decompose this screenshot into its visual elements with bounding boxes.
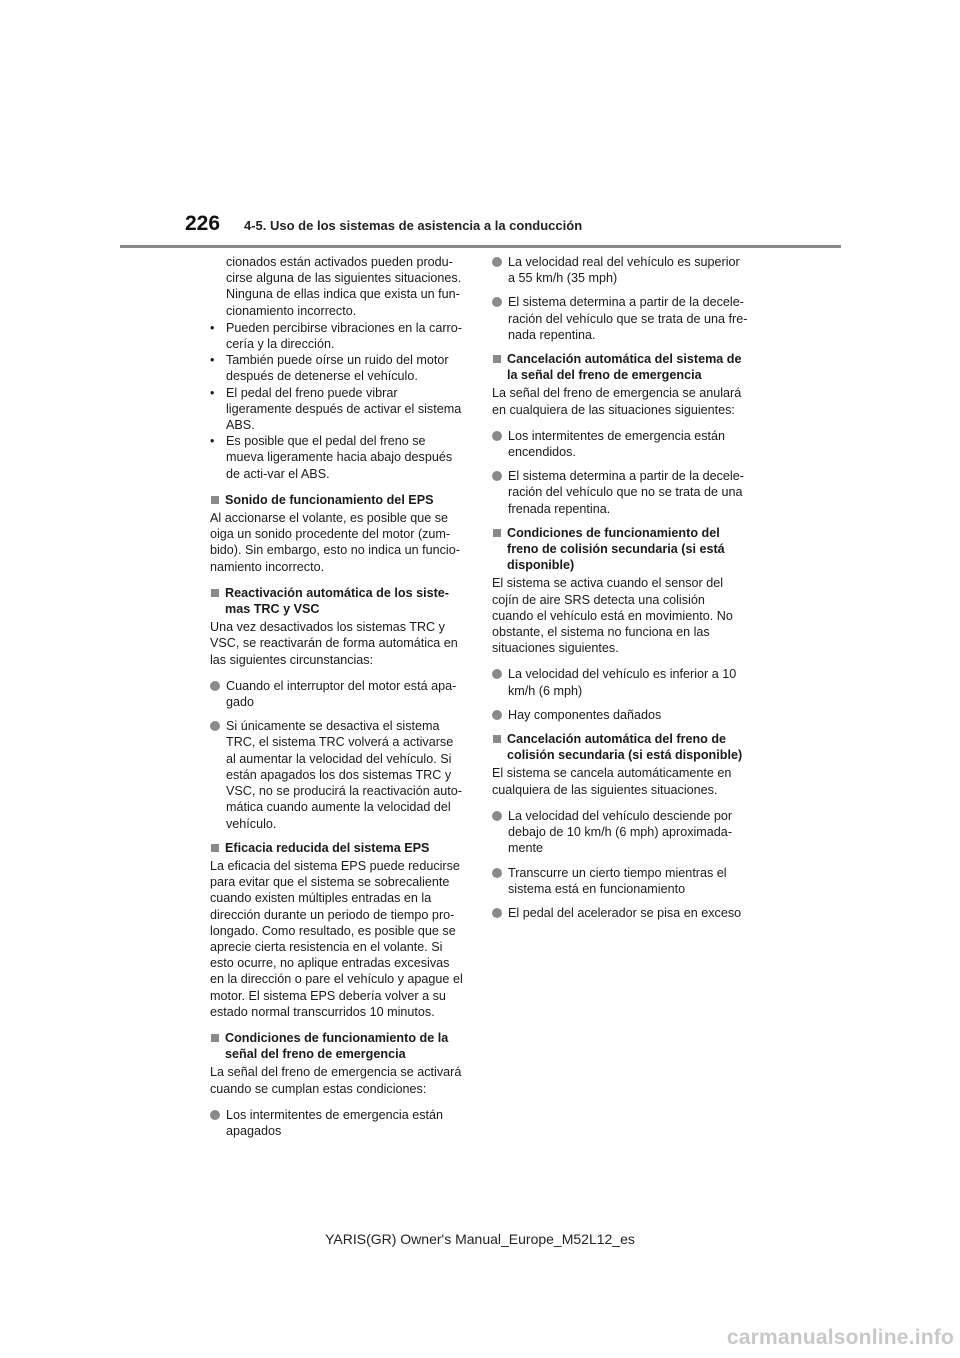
reactivation-heading [210,585,466,617]
list-item [492,294,748,343]
circle-bullet-icon [210,721,220,731]
page-number: 226 [185,212,221,235]
heading-text: Eficacia reducida del sistema EPS [225,840,430,855]
dash-bullet-icon: • [210,385,215,400]
footer-manual-id: YARIS(GR) Owner's Manual_Europe_M52L12_es [325,1231,635,1247]
eps-sound-heading [210,492,466,508]
heading-text: Cancelación automática del freno de colisión secundaria (si está disponible) [507,732,743,763]
emergency-conditions-body: La señal del freno de emergencia se activará cuando se cumplan estas condiciones: [210,1065,462,1096]
list-item [210,1107,466,1139]
left-column [210,254,466,1147]
dash-bullet-icon: • [210,434,215,449]
circle-bullet-icon [210,681,220,691]
list-item [210,718,466,831]
dash-item [210,352,466,384]
circle-bullet-icon [492,710,502,720]
list-item-text: La velocidad real del vehículo es superior a 55 km/h (35 mph) [508,255,740,286]
circle-bullet-icon [492,257,502,267]
list-item [492,468,748,517]
list-item [492,666,748,698]
reactivation-body: Una vez desactivados los sistemas TRC y VSC, se reactivarán de forma automática en las siguientes circunstancias: [210,620,458,667]
emergency-cancel-body: La señal del freno de emergencia se anulará en cualquiera de las situaciones siguientes: [492,386,742,417]
circle-bullet-icon [492,908,502,918]
watermark: carmanualsonline.info [726,1326,954,1349]
emergency-conditions-heading [210,1030,466,1062]
list-item [492,428,748,460]
eps-sound-body: Al accionarse el volante, es posible que se oiga un sonido procedente del motor (zum-bido). Sin embargo, esto no indica un funcio-namiento incorrecto. [210,511,460,574]
square-bullet-icon [211,589,219,597]
dash-item-text: Pueden percibirse vibraciones en la carro-cería y la dirección. [226,320,462,352]
secondary-cancel-heading [492,731,748,763]
list-item [492,865,748,897]
circle-bullet-icon [492,811,502,821]
dash-bullet-icon: • [210,353,215,368]
circle-bullet-icon [210,1110,220,1120]
list-item-text: La velocidad del vehículo desciende por debajo de 10 km/h (6 mph) aproximada-mente [508,808,733,856]
list-item [492,254,748,286]
dash-item-text: También puede oírse un ruido del motor después de detenerse el vehículo. [226,353,449,384]
circle-bullet-icon [492,868,502,878]
circle-bullet-icon [492,471,502,481]
list-item [492,808,748,857]
circle-bullet-icon [492,297,502,307]
eps-efficacy-heading [210,840,466,856]
heading-text: Sonido de funcionamiento del EPS [225,492,434,507]
dash-item [210,320,466,352]
intro-paragraph: cionados están activados pueden produ-cirse alguna de las siguientes situaciones. Ninguna de ellas indica que exista un fun-cionamiento incorrecto. [226,255,462,318]
dash-item-text: El pedal del freno puede vibrar ligeramente después de activar el sistema ABS. [226,385,462,433]
square-bullet-icon [493,529,501,537]
list-item [492,905,748,921]
list-item-text: Los intermitentes de emergencia están apagados [226,1107,444,1138]
list-item [492,707,748,723]
section-title: 4-5. Uso de los sistemas de asistencia a la conducción [244,218,583,233]
dash-item [210,433,466,482]
list-item-text: Transcurre un cierto tiempo mientras el sistema está en funcionamiento [508,865,727,896]
heading-text: Condiciones de funcionamiento del freno de colisión secundaria (si está disponible) [507,525,725,573]
heading-text: Condiciones de funcionamiento de la señal del freno de emergencia [225,1030,449,1062]
header-divider [120,245,841,248]
secondary-conditions-heading [492,525,748,574]
square-bullet-icon [211,496,219,504]
square-bullet-icon [211,844,219,852]
list-item-text: Si únicamente se desactiva el sistema TRC, el sistema TRC volverá a activarse al aumentar la velocidad del vehículo. Si están apagados los dos sistemas TRC y VSC, no se producirá la reactivación auto-mática cuando aumente la velocidad del vehículo. [226,719,462,831]
emergency-cancel-heading [492,351,748,383]
square-bullet-icon [493,355,501,363]
list-item [210,678,466,710]
list-item-text: El sistema determina a partir de la decele-ración del vehículo que se trata de una fre-nada repentina. [508,295,748,342]
list-item-text: Hay componentes dañados [508,707,662,722]
square-bullet-icon [211,1034,219,1042]
right-column [492,254,748,929]
list-item-text: El pedal del acelerador se pisa en exceso [508,905,742,920]
list-item-text: El sistema determina a partir de la decele-ración del vehículo que no se trata de una frenada repentina. [508,469,744,516]
dash-bullet-icon: • [210,320,215,335]
list-item-text: Los intermitentes de emergencia están encendidos. [508,428,726,460]
square-bullet-icon [493,735,501,743]
circle-bullet-icon [492,431,502,441]
dash-item [210,385,466,434]
list-item-text: Cuando el interruptor del motor está apa-gado [226,678,457,710]
list-item-text: La velocidad del vehículo es inferior a 10 km/h (6 mph) [508,667,737,698]
heading-text: Reactivación automática de los siste-mas TRC y VSC [225,585,449,617]
circle-bullet-icon [492,669,502,679]
dash-item-text: Es posible que el pedal del freno se mueva ligeramente hacia abajo después de acti-var el ABS. [226,434,453,481]
eps-efficacy-body: La eficacia del sistema EPS puede reducirse para evitar que el sistema se sobrecaliente cuando existen múltiples entradas en la dirección durante un periodo de tiempo pro-longado. Como resultado, es posible que se aprecie cierta resistencia en el volante. Si esto ocurre, no aplique entradas excesivas en la dirección o pare el vehículo y apague el motor. El sistema EPS debería volver a su estado normal transcurridos 10 minutos. [210,858,463,1019]
secondary-cancel-body: El sistema se cancela automáticamente en cualquiera de las siguientes situaciones. [492,766,732,797]
heading-text: Cancelación automática del sistema de la señal del freno de emergencia [507,352,742,383]
secondary-conditions-body: El sistema se activa cuando el sensor del cojín de aire SRS detecta una colisión cuando el vehículo está en movimiento. No obstante, el sistema no funciona en las situaciones siguientes. [492,576,733,656]
